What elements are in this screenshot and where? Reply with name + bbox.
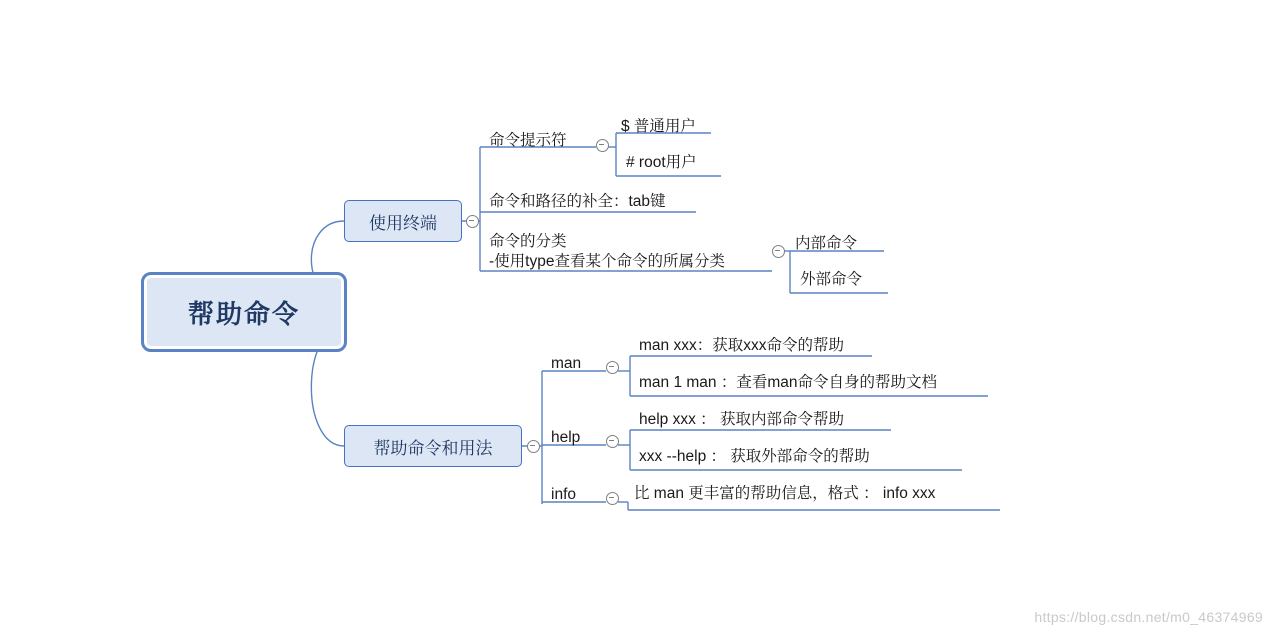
- collapse-toggle-terminal[interactable]: [466, 215, 479, 228]
- node-external-command[interactable]: 外部命令: [800, 271, 863, 288]
- node-command-prompt[interactable]: 命令提示符: [489, 132, 567, 149]
- collapse-toggle-help-sub[interactable]: [606, 435, 619, 448]
- node-root-user[interactable]: # root用户: [626, 154, 697, 171]
- node-man-1-man[interactable]: man 1 man ：查看man命令自身的帮助文档: [639, 374, 937, 391]
- collapse-toggle-help[interactable]: [527, 440, 540, 453]
- root-node[interactable]: 帮助命令: [141, 272, 347, 352]
- node-info[interactable]: info: [551, 486, 576, 503]
- node-man[interactable]: man: [551, 355, 582, 372]
- node-normal-user[interactable]: $ 普通用户: [621, 118, 696, 135]
- node-info-xxx[interactable]: 比 man 更丰富的帮助信息，格式 ： info xxx: [634, 485, 936, 502]
- branch-node-help[interactable]: 帮助命令和用法: [344, 425, 522, 467]
- node-man-xxx[interactable]: man xxx：获取xxx命令的帮助: [639, 337, 844, 354]
- node-tab-completion[interactable]: 命令和路径的补全：tab键: [489, 193, 666, 210]
- node-command-classification-line2: -使用type查看某个命令的所属分类: [489, 253, 725, 271]
- node-help-xxx[interactable]: help xxx ： 获取内部命令帮助: [639, 411, 844, 428]
- collapse-toggle-prompt[interactable]: [596, 139, 609, 152]
- collapse-toggle-man[interactable]: [606, 361, 619, 374]
- node-command-classification[interactable]: [489, 232, 725, 273]
- node-command-classification-line1: 命令的分类: [489, 233, 567, 250]
- watermark-text: https://blog.csdn.net/m0_46374969: [1034, 609, 1263, 625]
- branch-node-terminal[interactable]: 使用终端: [344, 200, 462, 242]
- collapse-toggle-info[interactable]: [606, 492, 619, 505]
- collapse-toggle-classification[interactable]: [772, 245, 785, 258]
- node-help[interactable]: help: [551, 429, 581, 446]
- node-internal-command[interactable]: 内部命令: [795, 235, 858, 252]
- node-xxx-help[interactable]: xxx --help ： 获取外部命令的帮助: [639, 448, 870, 465]
